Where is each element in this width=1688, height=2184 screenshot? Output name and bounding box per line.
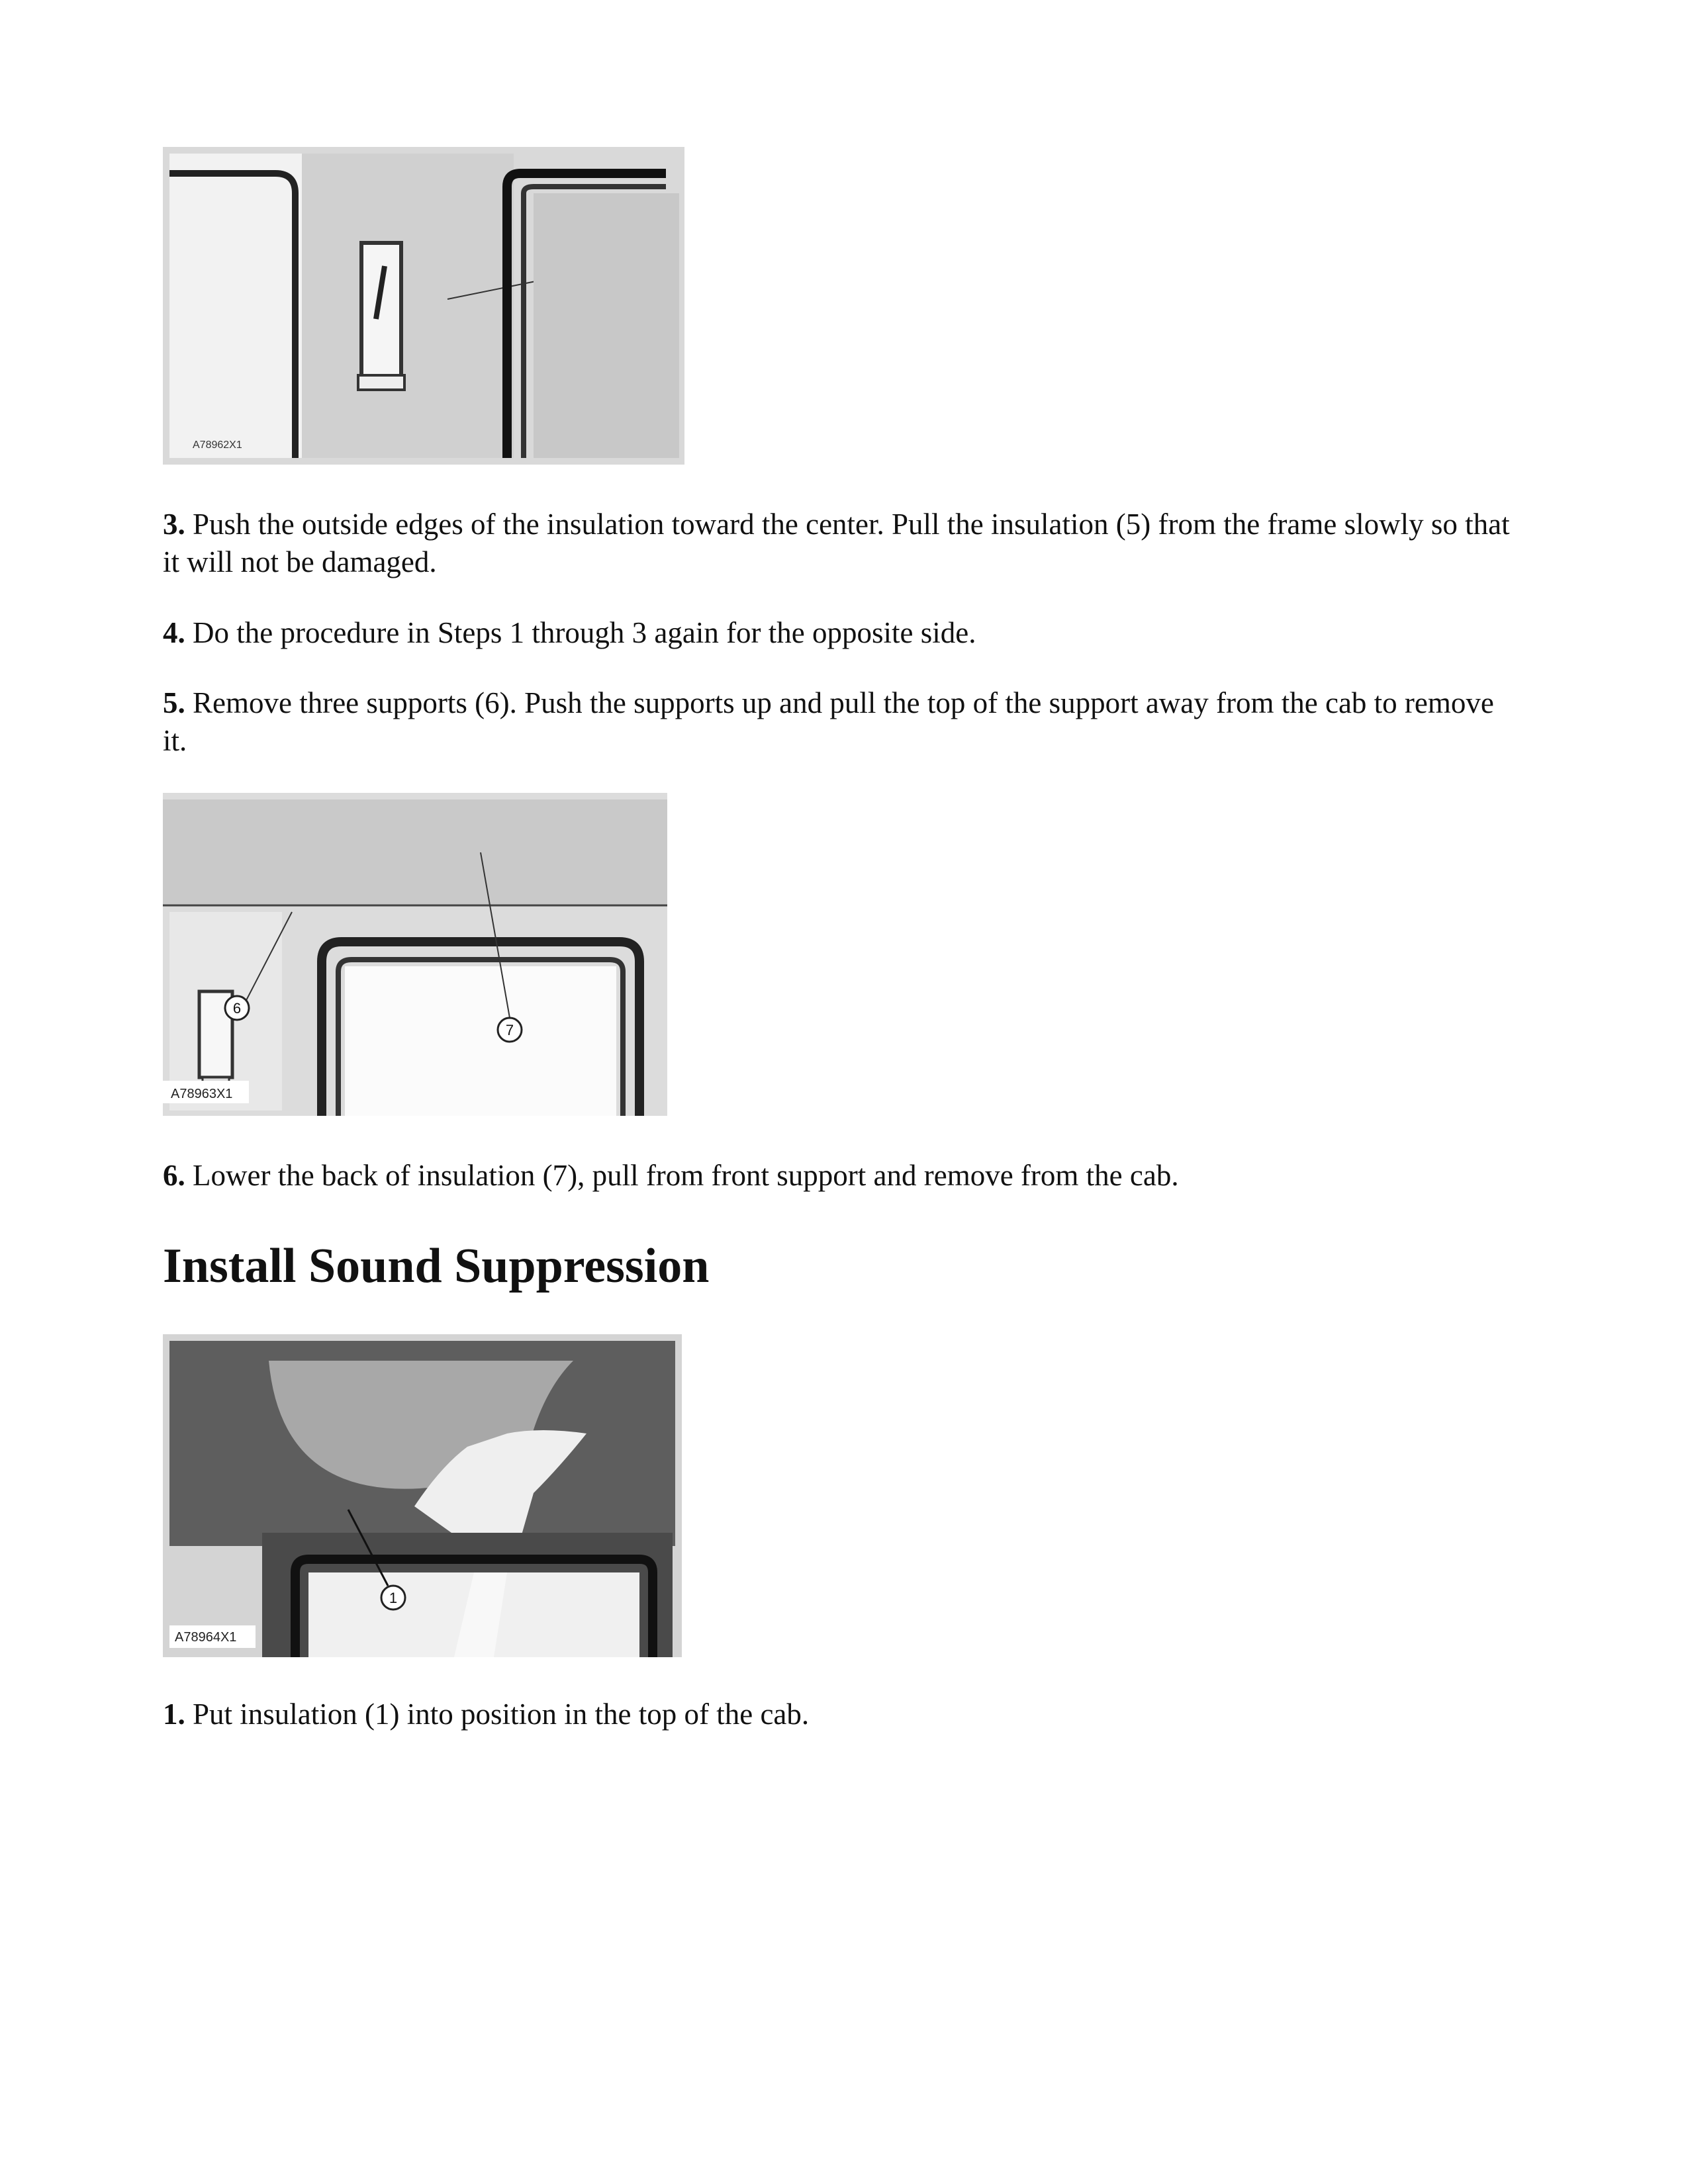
- figure-code: A78963X1: [171, 1087, 233, 1101]
- callout-7: 7: [505, 1022, 514, 1038]
- callout-6: 6: [232, 1000, 242, 1017]
- step-5: [163, 684, 1513, 760]
- figure-shape: [345, 966, 616, 1116]
- install-step-1: [163, 1696, 1513, 1733]
- step-number: 5.: [163, 686, 185, 719]
- figure-shape: [302, 154, 514, 458]
- figure-shape: [361, 243, 401, 382]
- figure-code: A78964X1: [175, 1630, 237, 1645]
- figure-code: A78962X1: [193, 439, 242, 451]
- step-6: [163, 1157, 1513, 1195]
- step-number: 3.: [163, 508, 185, 541]
- step-text: Lower the back of insulation (7), pull from front support and remove from the cab.: [185, 1159, 1179, 1192]
- step-text: Put insulation (1) into position in the top of the cab.: [185, 1698, 810, 1731]
- figure-insulation-top: [163, 793, 667, 1116]
- section-heading: Install Sound Suppression: [163, 1239, 710, 1293]
- callout-1: 1: [389, 1590, 398, 1606]
- figure-shape: [534, 193, 679, 458]
- figure-insulation-side: [163, 147, 684, 465]
- figure-shape: [169, 154, 302, 458]
- step-number: 6.: [163, 1159, 185, 1192]
- step-number: 4.: [163, 616, 185, 649]
- step-number: 1.: [163, 1698, 185, 1731]
- figure-shape: [358, 375, 404, 390]
- step-3: [163, 506, 1513, 581]
- step-text: Do the procedure in Steps 1 through 3 again for the opposite side.: [185, 616, 976, 649]
- step-4: [163, 614, 1513, 652]
- step-text: Push the outside edges of the insulation toward the center. Pull the insulation (5) from the frame slowly so that it will not be damaged.: [163, 508, 1510, 578]
- figure-shape: [163, 799, 667, 905]
- figure-insulation-install: [163, 1334, 682, 1657]
- step-text: Remove three supports (6). Push the supports up and pull the top of the support away from the cab to remove it.: [163, 686, 1494, 757]
